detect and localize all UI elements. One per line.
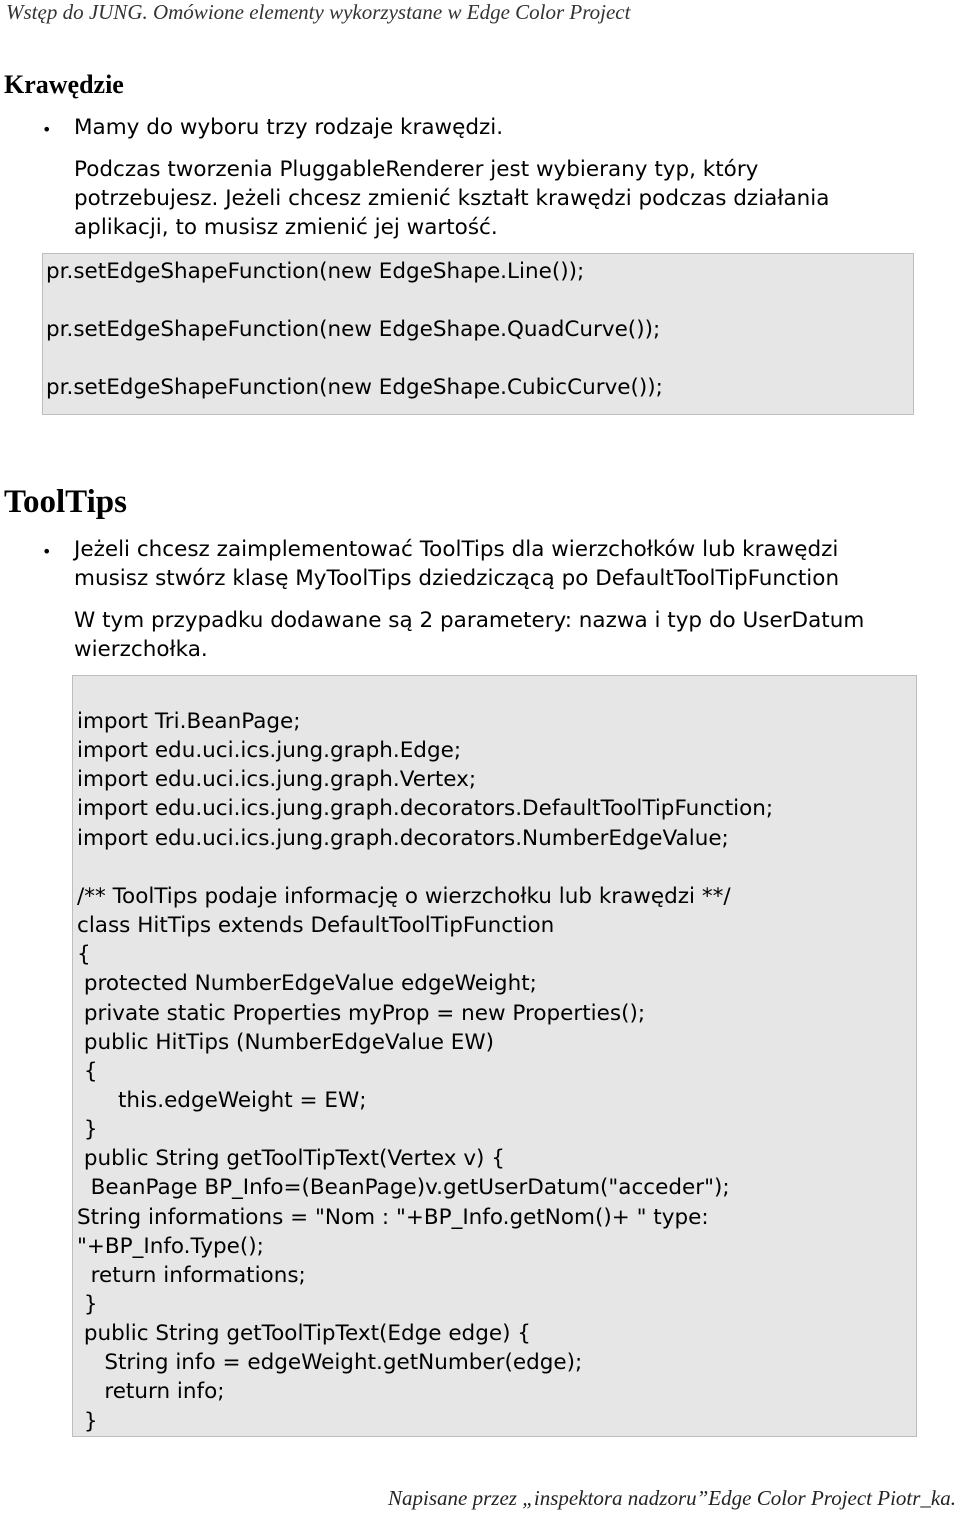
section-heading-tooltips: ToolTips [4, 484, 127, 520]
paragraph-line: Podczas tworzenia PluggableRenderer jest wybierany typ, który [74, 157, 759, 182]
paragraph-line: potrzebujesz. Jeżeli chcesz zmienić kształt krawędzi podczas działania [74, 186, 830, 211]
paragraph-line: wierzchołka. [74, 637, 208, 662]
code-line: private static Properties myProp = new Properties(); [77, 1000, 646, 1026]
bullet-text: Jeżeli chcesz zaimplementować ToolTips dla wierzchołków lub krawędzi [74, 537, 839, 562]
code-line: import edu.uci.ics.jung.graph.decorators.DefaultToolTipFunction; [77, 796, 774, 822]
code-line: } [77, 1408, 98, 1434]
code-line: public String getToolTipText(Vertex v) { [77, 1146, 505, 1172]
bullet-text: Mamy do wyboru trzy rodzaje krawędzi. [74, 115, 504, 140]
code-line: this.edgeWeight = EW; [77, 1087, 367, 1113]
page-footer: Napisane przez „inspektora nadzoru”Edge Color Project Piotr_ka. [388, 1486, 956, 1510]
bullet-text: musisz stwórz klasę MyToolTips dziedziczącą po DefaultToolTipFunction [74, 566, 840, 591]
code-line: import edu.uci.ics.jung.graph.Vertex; [77, 767, 477, 793]
code-line: pr.setEdgeShapeFunction(new EdgeShape.QuadCurve()); [46, 317, 661, 342]
code-line: BeanPage BP_Info=(BeanPage)v.getUserDatum("acceder"); [77, 1175, 730, 1201]
code-line: String informations = "Nom : "+BP_Info.getNom()+ " type: [77, 1204, 709, 1230]
code-line: return info; [77, 1379, 225, 1405]
code-line: class HitTips extends DefaultToolTipFunction [77, 913, 555, 939]
section-heading-krawedzie: Krawędzie [4, 70, 124, 99]
code-line: import edu.uci.ics.jung.graph.Edge; [77, 738, 462, 764]
code-line: } [77, 1292, 98, 1317]
code-line: { [77, 1058, 98, 1084]
paragraph-line: W tym przypadku dodawane są 2 parametery: nazwa i typ do UserDatum [74, 608, 865, 633]
bullet-icon: • [42, 120, 52, 139]
bullet-icon: • [42, 542, 52, 561]
code-line: } [77, 1117, 98, 1143]
code-line: String info = edgeWeight.getNumber(edge); [77, 1350, 583, 1376]
code-line: public HitTips (NumberEdgeValue EW) [77, 1029, 495, 1055]
page-header: Wstęp do JUNG. Omówione elementy wykorzystane w Edge Color Project [6, 0, 631, 24]
code-line: return informations; [77, 1262, 306, 1288]
code-line: import edu.uci.ics.jung.graph.decorators.NumberEdgeValue; [77, 825, 729, 851]
code-line: pr.setEdgeShapeFunction(new EdgeShape.Line()); [46, 259, 585, 284]
code-line: import Tri.BeanPage; [77, 709, 301, 734]
code-line: { [77, 942, 91, 968]
code-line: "+BP_Info.Type(); [77, 1233, 264, 1259]
code-line: pr.setEdgeShapeFunction(new EdgeShape.CubicCurve()); [46, 375, 663, 400]
code-line: protected NumberEdgeValue edgeWeight; [77, 971, 537, 997]
paragraph-line: aplikacji, to musisz zmienić jej wartość. [74, 215, 498, 240]
code-line: /** ToolTips podaje informację o wierzchołku lub krawędzi **/ [77, 883, 731, 909]
code-line: public String getToolTipText(Edge edge) { [77, 1321, 531, 1347]
